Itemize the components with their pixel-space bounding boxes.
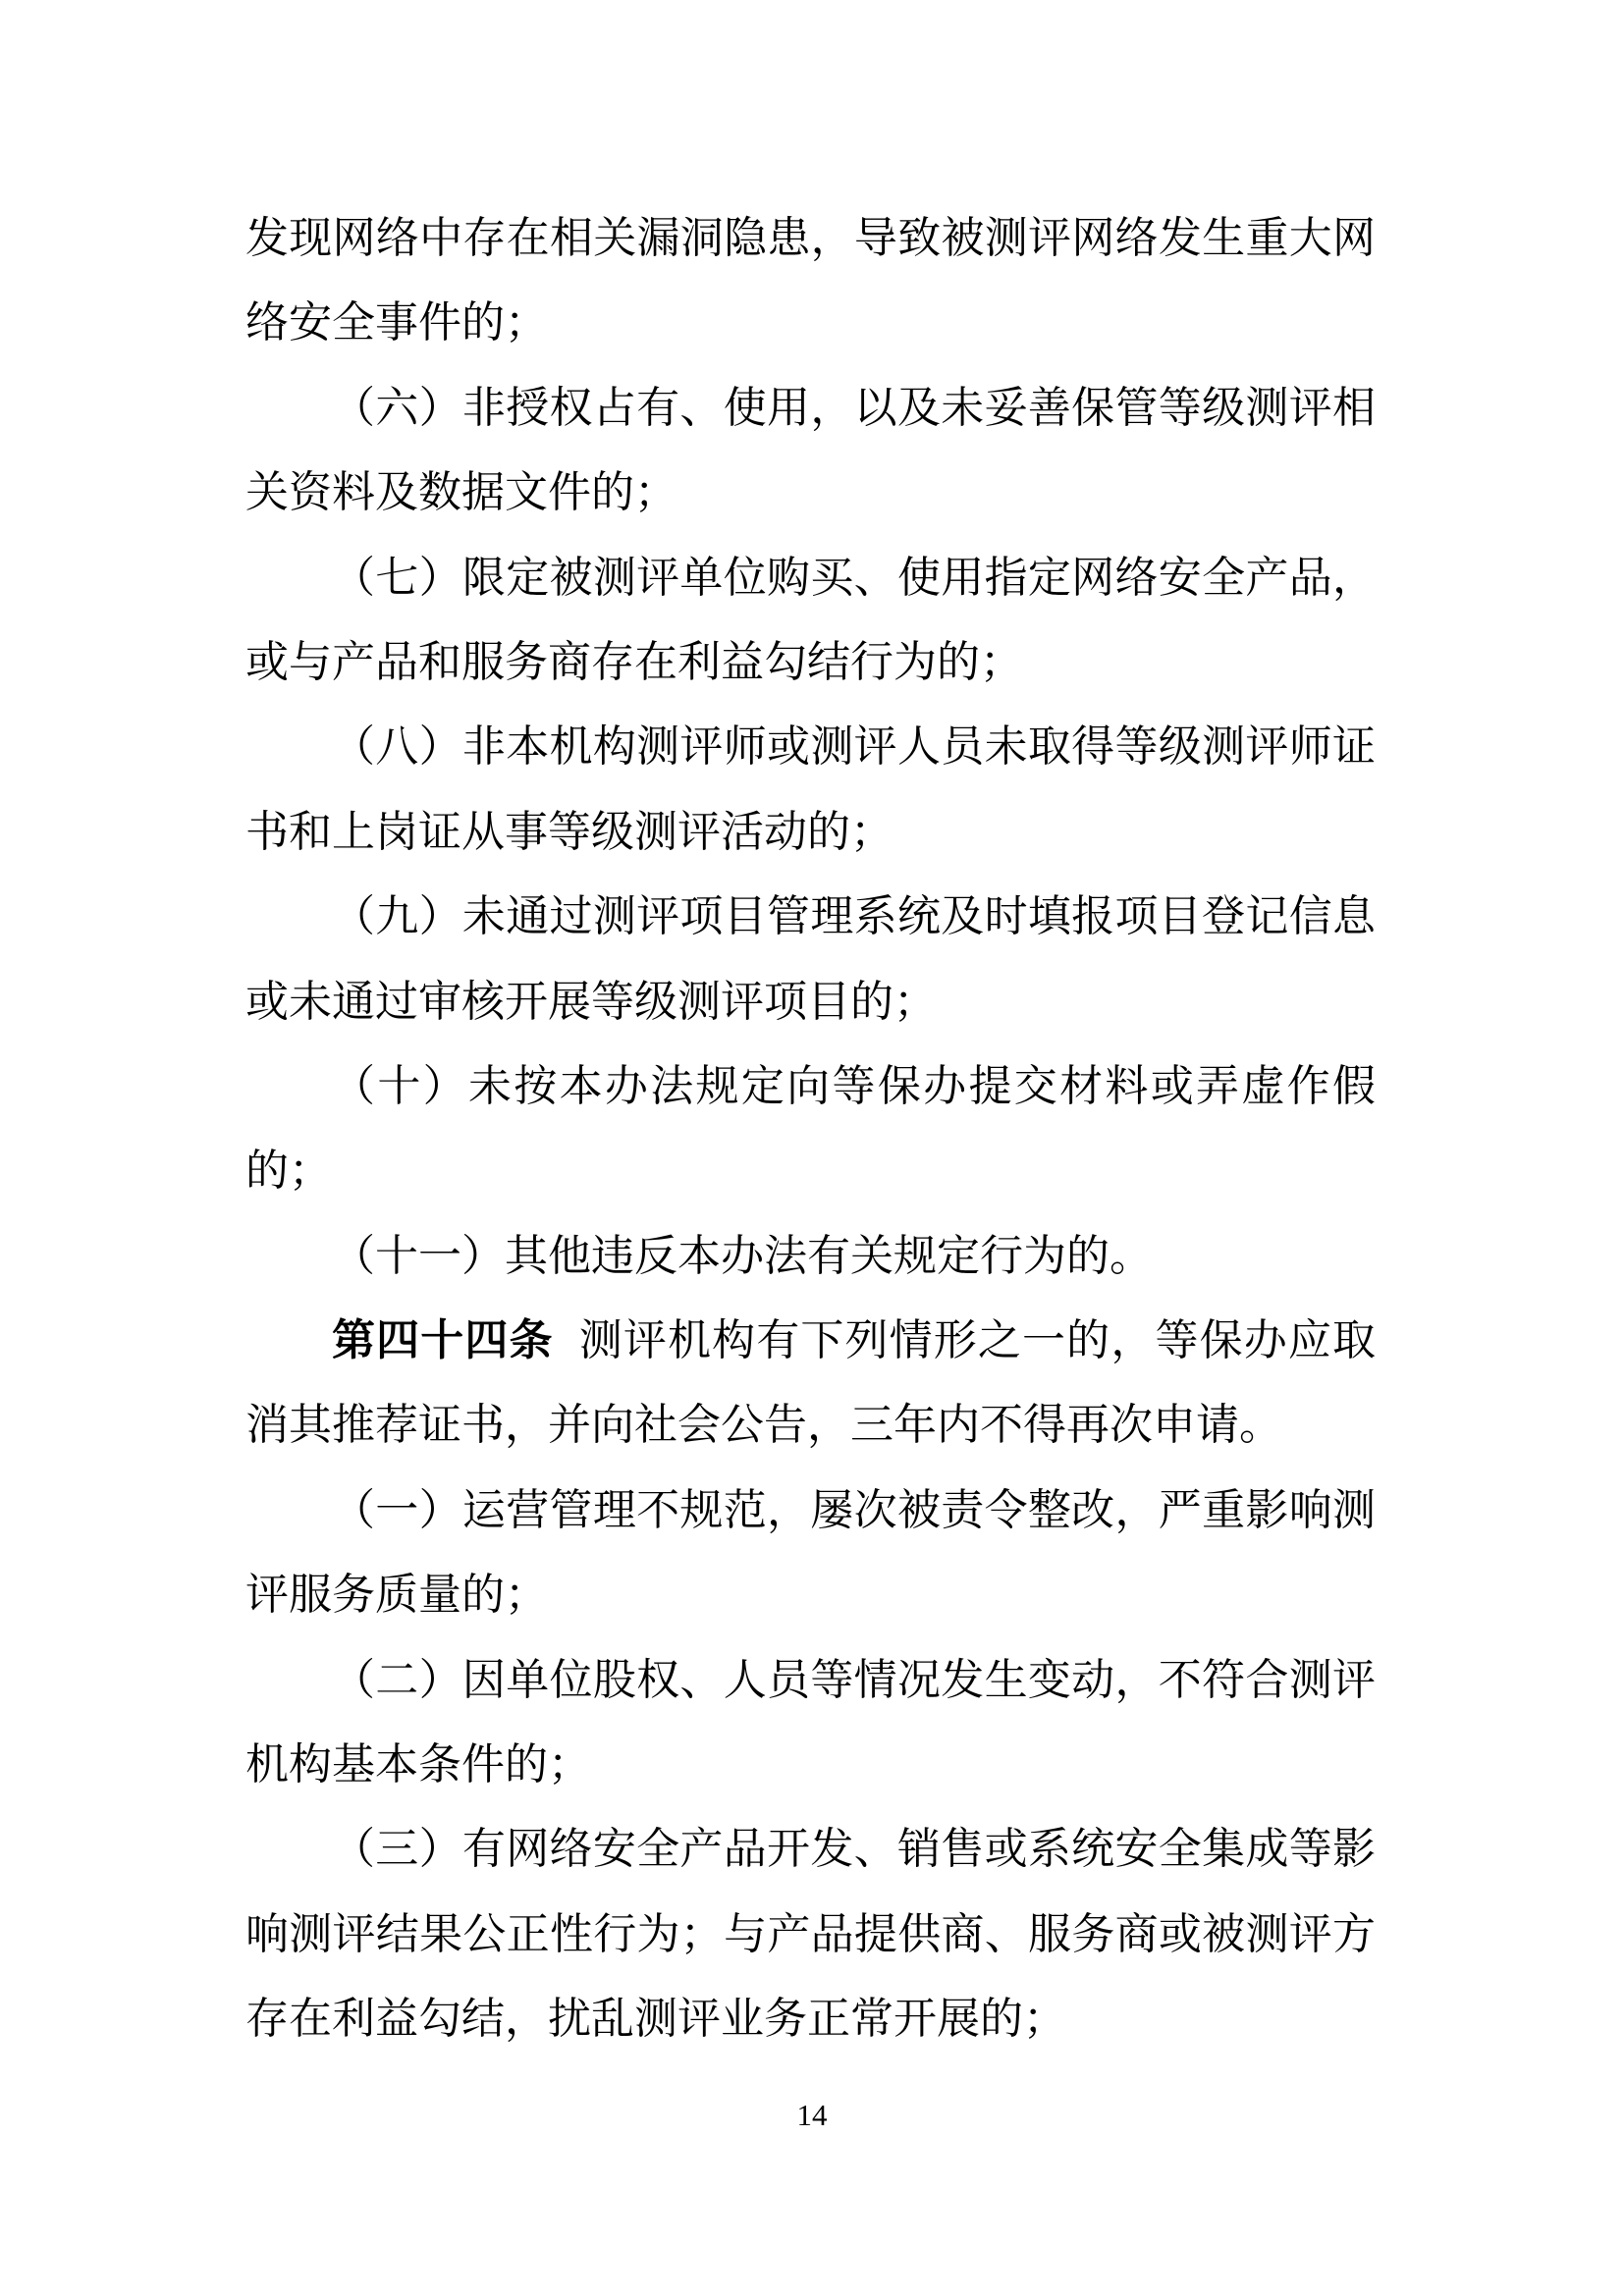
- text-line: 消其推荐证书，并向社会公告，三年内不得再次申请。: [245, 1401, 1282, 1450]
- text-line: 响测评结果公正性行为；与产品提供商、服务商或被测评方: [245, 1909, 1376, 1958]
- text-line: （九）未通过测评项目管理系统及时填报项目登记信息: [332, 892, 1376, 941]
- article-heading-text: 测评机构有下列情形之一的，等保办应取: [578, 1316, 1377, 1365]
- document-body-text: [245, 196, 1376, 2062]
- text-line: （二）因单位股权、人员等情况发生变动，不符合测评: [332, 1655, 1376, 1704]
- text-line: 书和上岗证从事等级测评活动的；: [245, 807, 893, 856]
- text-line: 或未通过审核开展等级测评项目的；: [245, 977, 937, 1026]
- text-line: 络安全事件的；: [245, 298, 548, 347]
- text-line: （七）限定被测评单位购买、使用指定网络安全产品，: [332, 553, 1376, 602]
- text-line: （三）有网络安全产品开发、销售或系统安全集成等影: [332, 1825, 1376, 1874]
- text-line: 或与产品和服务商存在利益勾结行为的；: [245, 637, 1023, 686]
- text-line: 关资料及数据文件的；: [245, 468, 677, 517]
- text-line: 的；: [245, 1147, 332, 1196]
- text-line: 机构基本条件的；: [245, 1740, 591, 1789]
- text-line-article-heading: [245, 1299, 1376, 1383]
- text-line: 存在利益勾结，扰乱测评业务正常开展的；: [245, 1995, 1066, 2044]
- page-number: 14: [796, 2098, 828, 2132]
- text-line: 评服务质量的；: [245, 1571, 548, 1620]
- text-line: （一）运营管理不规范，屡次被责令整改，严重影响测: [332, 1485, 1376, 1534]
- text-line: （六）非授权占有、使用，以及未妥善保管等级测评相: [332, 383, 1376, 432]
- article-number: 第四十四条: [332, 1316, 554, 1365]
- text-line: （十）未按本办法规定向等保办提交材料或弄虚作假: [332, 1061, 1376, 1110]
- text-line: （八）非本机构测评师或测评人员未取得等级测评师证: [332, 722, 1376, 772]
- text-line: （十一）其他违反本办法有关规定行为的。: [332, 1231, 1153, 1280]
- text-line: 发现网络中存在相关漏洞隐患，导致被测评网络发生重大网: [245, 214, 1376, 262]
